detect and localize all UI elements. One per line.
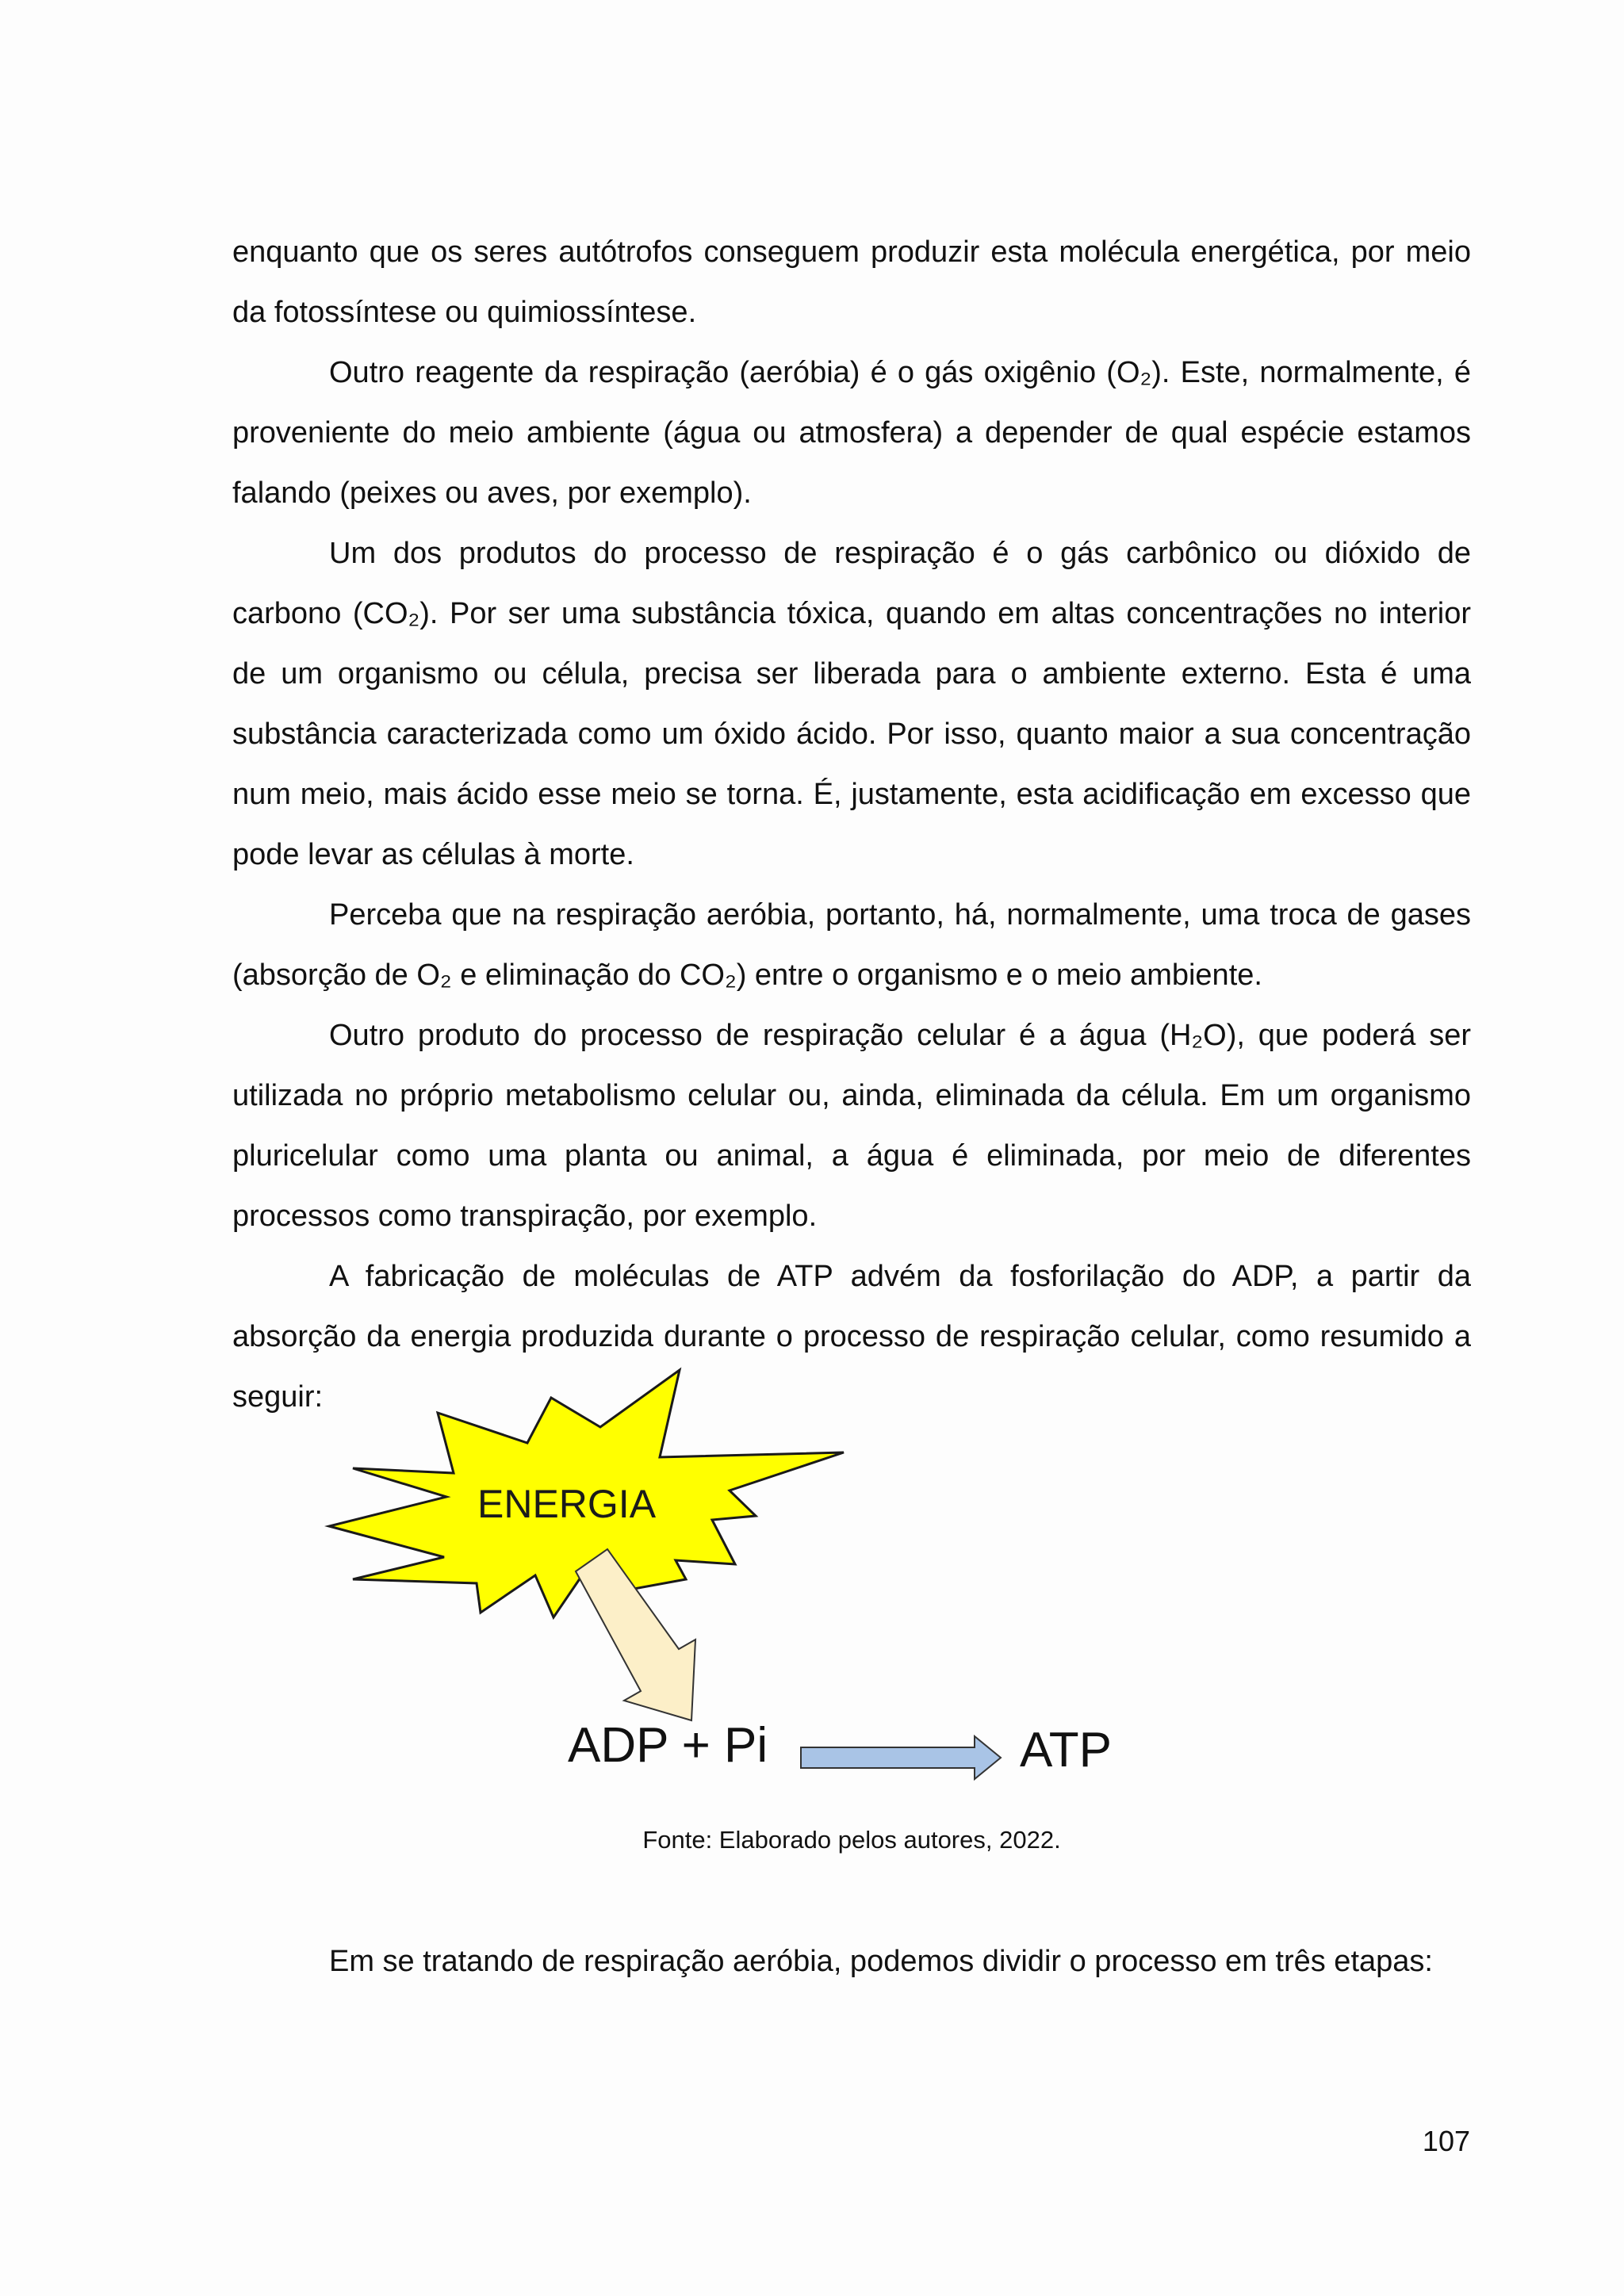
product-label: ATP: [1020, 1723, 1112, 1777]
atp-synthesis-diagram: [317, 1364, 1189, 1792]
paragraph-5: Outro produto do processo de respiração celular é a água (H₂O), que poderá ser utilizada no próprio metabolismo celular ou, ainda, eliminada da célula. Em um organismo pluricelular como uma planta ou animal, a água é eliminada, por meio de diferentes processos como transpiração, por exemplo.: [232, 1019, 1471, 1233]
paragraph-6: A fabricação de moléculas de ATP advém da fosforilação do ADP, a partir da absorção da energia produzida durante o processo de respiração celular, como resumido a seguir:: [232, 1260, 1471, 1414]
figure-caption: Fonte: Elaborado pelos autores, 2022.: [642, 1826, 1061, 1854]
closing-paragraph: Em se tratando de respiração aeróbia, podemos dividir o processo em três etapas:: [329, 1945, 1433, 1978]
paragraph-4: Perceba que na respiração aeróbia, portanto, há, normalmente, uma troca de gases (absorção de O₂ e eliminação do CO₂) entre o organismo e o meio ambiente.: [232, 898, 1471, 992]
body-text: [232, 222, 1471, 1427]
paragraph-1: enquanto que os seres autótrofos conseguem produzir esta molécula energética, por meio da fotossíntese ou quimiossíntese.: [232, 235, 1471, 329]
reaction-right-arrow: [801, 1736, 1001, 1779]
energy-label: ENERGIA: [477, 1482, 657, 1526]
paragraph-3: Um dos produtos do processo de respiração é o gás carbônico ou dióxido de carbono (CO₂). Por ser uma substância tóxica, quando em altas concentrações no interior de um organismo ou célula, precisa ser liberada para o ambiente externo. Esta é uma substância caracterizada como um óxido ácido. Por isso, quanto maior a sua concentração num meio, mais ácido esse meio se torna. É, justamente, esta acidificação em excesso que pode levar as células à morte.: [232, 537, 1471, 871]
paragraph-2: Outro reagente da respiração (aeróbia) é o gás oxigênio (O₂). Este, normalmente, é proveniente do meio ambiente (água ou atmosfera) a depender de qual espécie estamos falando (peixes ou aves, por exemplo).: [232, 356, 1471, 510]
reactants-label: ADP + Pi: [568, 1718, 768, 1773]
page-number: 107: [1422, 2125, 1470, 2157]
